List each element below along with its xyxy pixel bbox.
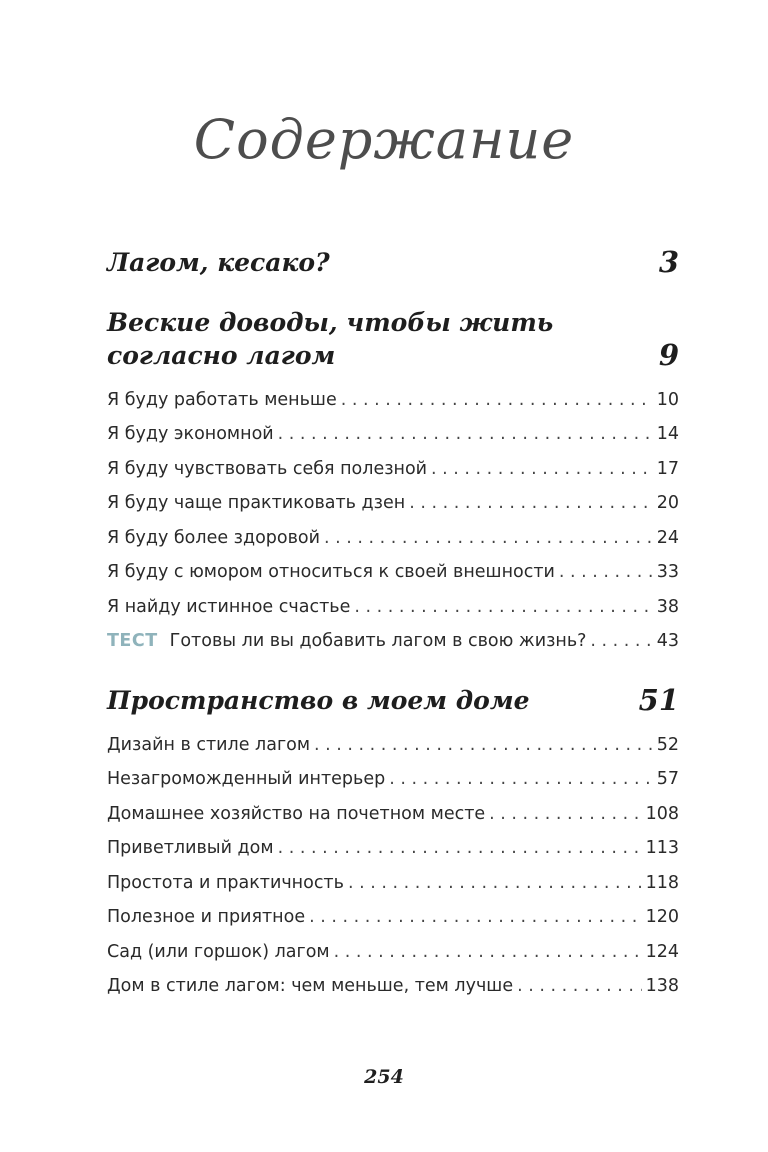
- toc-entry[interactable]: [107, 871, 679, 895]
- toc-entry[interactable]: [107, 767, 679, 791]
- entry-page-number: 43: [656, 631, 679, 651]
- entry-title: Я буду чувствовать себя полезной: [107, 459, 428, 479]
- dot-leader: [278, 422, 653, 446]
- toc-entry[interactable]: [107, 940, 679, 964]
- dot-leader: [341, 388, 653, 412]
- entry-page-number: 57: [656, 769, 679, 789]
- chapter-page-number: 3: [658, 245, 679, 279]
- entry-page-number: 138: [645, 976, 679, 996]
- test-tag: ТЕСТ: [107, 631, 158, 651]
- toc-chapter[interactable]: [107, 684, 679, 717]
- toc-entry[interactable]: [107, 388, 679, 412]
- dot-leader: [278, 836, 642, 860]
- entry-page-number: 38: [656, 597, 679, 617]
- toc-entry-test[interactable]: [107, 629, 679, 653]
- dot-leader: [489, 802, 641, 826]
- entry-page-number: 17: [656, 459, 679, 479]
- toc-entry[interactable]: [107, 491, 679, 515]
- entry-title: Приветливый дом: [107, 838, 274, 858]
- dot-leader: [559, 560, 653, 584]
- dot-leader: [314, 733, 653, 757]
- toc-entry[interactable]: [107, 974, 679, 998]
- entry-title: Я найду истинное счастье: [107, 597, 351, 617]
- entry-title: Я буду экономной: [107, 424, 274, 444]
- toc-entry[interactable]: [107, 802, 679, 826]
- entry-page-number: 24: [656, 528, 679, 548]
- dot-leader: [431, 457, 653, 481]
- entry-title: Полезное и приятное: [107, 907, 306, 927]
- chapter-title: Пространство в моем доме: [107, 686, 530, 715]
- entry-page-number: 118: [645, 873, 679, 893]
- page-title: Содержание: [193, 108, 575, 171]
- entry-title: Я буду чаще практиковать дзен: [107, 493, 406, 513]
- toc-entry[interactable]: [107, 526, 679, 550]
- chapter-page-number: 51: [638, 683, 679, 717]
- dot-leader: [409, 491, 653, 515]
- toc-entry[interactable]: [107, 836, 679, 860]
- entry-title: Простота и практичность: [107, 873, 344, 893]
- page-number: 254: [364, 1066, 404, 1088]
- entry-title: Готовы ли вы добавить лагом в свою жизнь?: [169, 631, 587, 651]
- entry-page-number: 14: [656, 424, 679, 444]
- entry-page-number: 20: [656, 493, 679, 513]
- entry-title: Сад (или горшок) лагом: [107, 942, 330, 962]
- chapter-title: Веские доводы, чтобы жить согласно лагом: [107, 308, 554, 370]
- entry-title: Я буду более здоровой: [107, 528, 320, 548]
- entry-page-number: 124: [645, 942, 679, 962]
- toc-entry[interactable]: [107, 422, 679, 446]
- entry-page-number: 33: [656, 562, 679, 582]
- toc-chapter[interactable]: [107, 306, 679, 372]
- dot-leader: [348, 871, 642, 895]
- toc-chapter[interactable]: [107, 246, 679, 279]
- dot-leader: [334, 940, 642, 964]
- dot-leader: [389, 767, 653, 791]
- entry-page-number: 113: [645, 838, 679, 858]
- entry-page-number: 52: [656, 735, 679, 755]
- dot-leader: [309, 905, 641, 929]
- toc-entry[interactable]: [107, 733, 679, 757]
- entry-title: Я буду работать меньше: [107, 390, 337, 410]
- entry-page-number: 120: [645, 907, 679, 927]
- dot-leader: [324, 526, 653, 550]
- entry-page-number: 108: [645, 804, 679, 824]
- toc-entry[interactable]: [107, 595, 679, 619]
- entry-page-number: 10: [656, 390, 679, 410]
- entry-title: Незагроможденный интерьер: [107, 769, 386, 789]
- entry-title: Дизайн в стиле лагом: [107, 735, 311, 755]
- toc-entry[interactable]: [107, 457, 679, 481]
- dot-leader: [354, 595, 652, 619]
- dot-leader: [517, 974, 642, 998]
- entry-title: Домашнее хозяйство на почетном месте: [107, 804, 486, 824]
- dot-leader: [590, 629, 652, 653]
- toc-entry[interactable]: [107, 560, 679, 584]
- chapter-title: Лагом, кесако?: [107, 248, 330, 277]
- toc-entry[interactable]: [107, 905, 679, 929]
- chapter-page-number: 9: [658, 338, 679, 372]
- entry-title: Дом в стиле лагом: чем меньше, тем лучше: [107, 976, 514, 996]
- entry-title: Я буду с юмором относиться к своей внешности: [107, 562, 555, 582]
